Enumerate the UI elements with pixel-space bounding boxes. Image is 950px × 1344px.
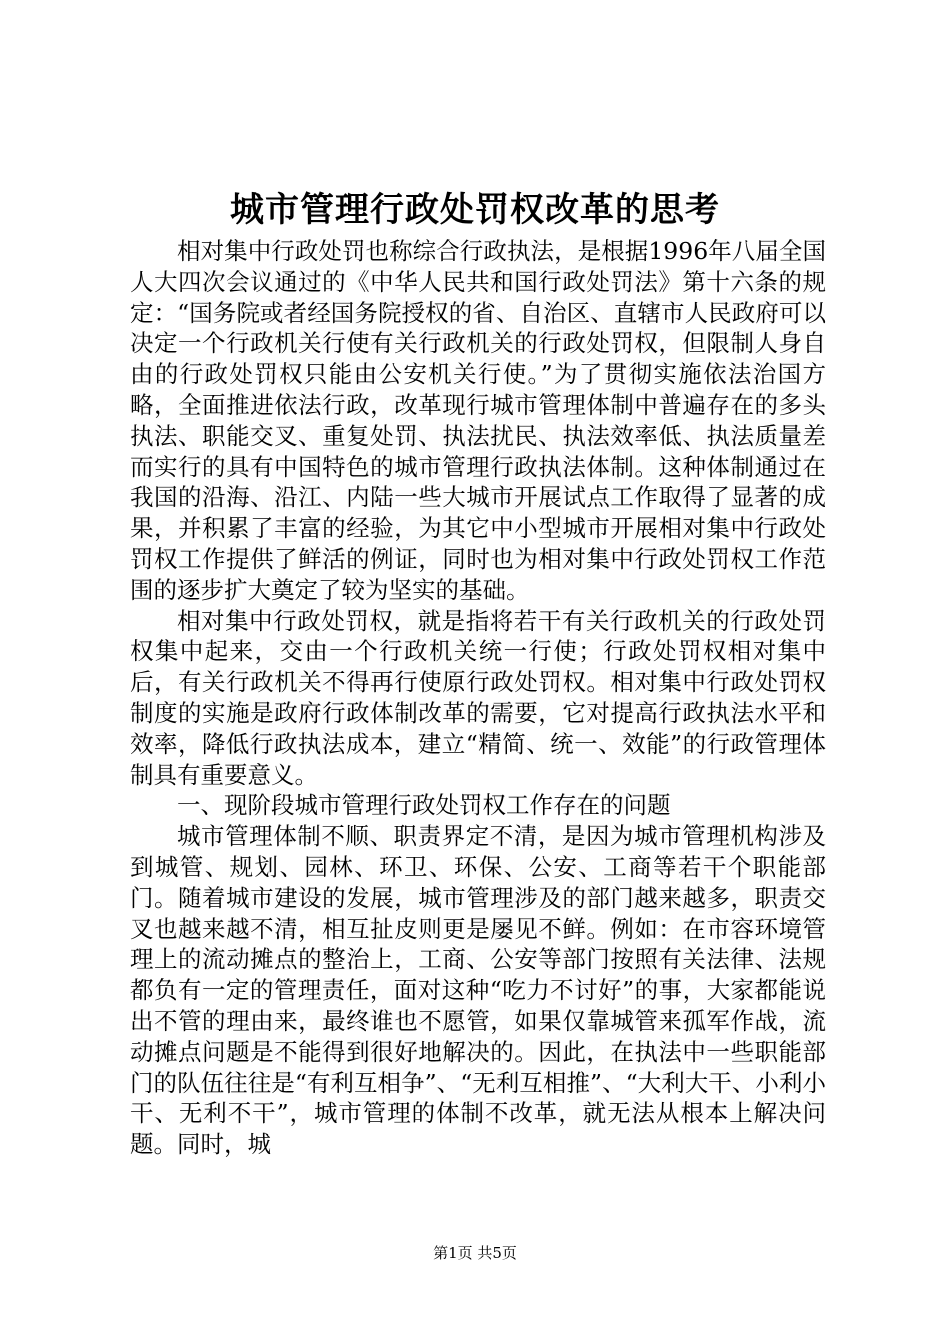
document-body xyxy=(130,236,826,1160)
document-title: 城市管理行政处罚权改革的思考 xyxy=(230,190,720,230)
page-footer: 第1页 共5页 xyxy=(433,1244,517,1262)
paragraph-intro: 相对集中行政处罚也称综合行政执法，是根据1996年八届全国人大四次会议通过的《中华人民共和国行政处罚法》第十六条的规定：“国务院或者经国务院授权的省、自治区、直辖市人民政府可以决定一个行政机关行使有关行政机关的行政处罚权，但限制人身自由的行政处罚权只能由公安机关行使。”为了贯彻实施依法治国方略，全面推进依法行政，改革现行城市管理体制中普遍存在的多头执法、职能交叉、重复处罚、执法扰民、执法效率低、执法质量差而实行的具有中国特色的城市管理行政执法体制。这种体制通过在我国的沿海、沿江、内陆一些大城市开展试点工作取得了显著的成果，并积累了丰富的经验，为其它中小型城市开展相对集中行政处罚权工作提供了鲜活的例证，同时也为相对集中行政处罚权工作范围的逐步扩大奠定了较为坚实的基础。 xyxy=(130,237,826,604)
paragraph-definition: 相对集中行政处罚权，就是指将若干有关行政机关的行政处罚权集中起来，交由一个行政机关统一行使；行政处罚权相对集中后，有关行政机关不得再行使原行政处罚权。相对集中行政处罚权制度的实施是政府行政体制改革的需要，它对提高行政执法水平和效率，降低行政执法成本，建立“精简、统一、效能”的行政管理体制具有重要意义。 xyxy=(130,606,826,789)
section-heading-problems: 一、现阶段城市管理行政处罚权工作存在的问题 xyxy=(177,791,671,820)
paragraph-problems: 城市管理体制不顺、职责界定不清，是因为城市管理机构涉及到城管、规划、园林、环卫、环保、公安、工商等若干个职能部门。随着城市建设的发展，城市管理涉及的部门越来越多，职责交叉也越来越不清，相互扯皮则更是屡见不鲜。例如：在市容环境管理上的流动摊点的整治上，工商、公安等部门按照有关法律、法规都负有一定的管理责任，面对这种“吃力不讨好”的事，大家都能说出不管的理由来，最终谁也不愿管，如果仅靠城管来孤军作战，流动摊点问题是不能得到很好地解决的。因此，在执法中一些职能部门的队伍往往是“有利互相争”、“无利互相推”、“大利大干、小利小干、无利不干”，城市管理的体制不改革，就无法从根本上解决问题。同时，城 xyxy=(130,822,826,1159)
